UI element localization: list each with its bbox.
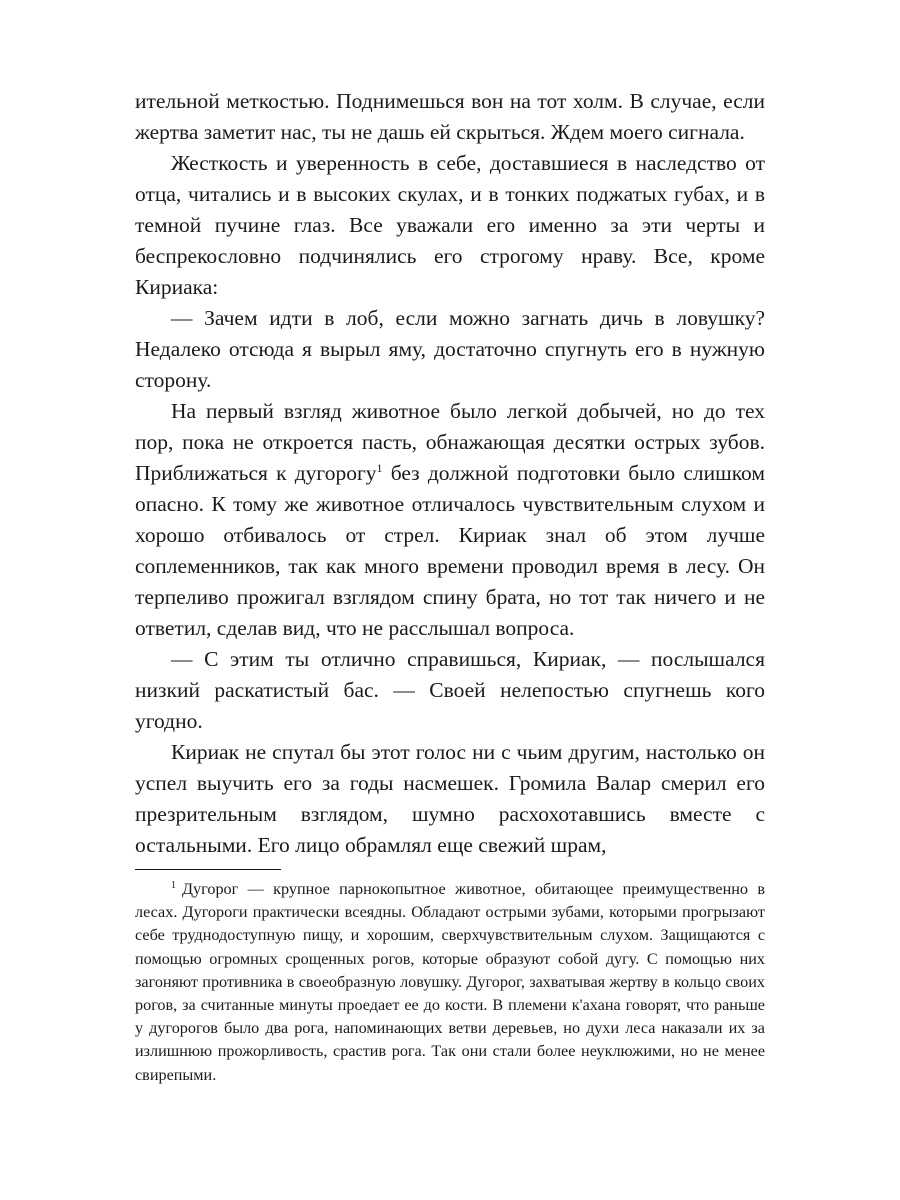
paragraph-4	[135, 396, 765, 644]
paragraph-1: ительной меткостью. Поднимешься вон на тот холм. В случае, если жертва заметит нас, ты не дашь ей скрыться. Ждем моего сигнала.	[135, 89, 765, 144]
book-page	[135, 86, 765, 1087]
paragraph-6: Кириак не спутал бы этот голос ни с чьим другим, настолько он успел выучить его за годы насмешек. Громила Валар смерил его презрительным взглядом, шумно расхохотавшись вместе с остальными. Его лицо обрамлял еще свежий шрам,	[135, 740, 765, 857]
footnote-number: 1	[171, 879, 176, 891]
main-text	[135, 86, 765, 861]
paragraph-5: — С этим ты отлично справишься, Кириак, — послышался низкий раскатистый бас. — Своей нелепостью спугнешь кого угодно.	[135, 647, 765, 733]
footnote-divider	[135, 869, 281, 870]
paragraph-2: Жесткость и уверенность в себе, доставшиеся в наследство от отца, читались и в высоких скулах, и в тонких поджатых губах, и в темной пучине глаз. Все уважали его именно за эти черты и беспрекословно подчинялись его строгому нраву. Все, кроме Кириака:	[135, 151, 765, 299]
footnote-reference: 1	[376, 460, 383, 475]
paragraph-4-after: без должной подготовки было слишком опасно. К тому же животное отличалось чувствительным слухом и хорошо отбивалось от стрел. Кириак знал об этом лучше соплеменников, так как много времени проводил время в лесу. Он терпеливо прожигал взглядом спину брата, но тот так ничего и не ответил, сделав вид, что не расслышал вопроса.	[135, 461, 765, 640]
footnote-text: Дугорог — крупное парнокопытное животное, обитающее преимущественно в лесах. Дугороги практически всеядны. Обладают острыми зубами, которыми прогрызают себе труднодоступную пищу, и хорошим, сверхчувствительным слухом. Защищаются с помощью огромных срощенных рогов, которые образуют собой дугу. С помощью них загоняют противника в своеобразную ловушку. Дугорог, захватывая жертву в кольцо своих рогов, за считанные минуты проедает ее до кости. В племени к'ахана говорят, что раньше у дугорогов было два рога, напоминающих ветви деревьев, но духи леса наказали их за излишнюю прожорливость, срастив рога. Так они стали более неуклюжими, но не менее свирепыми.	[135, 880, 765, 1084]
paragraph-4-before: На первый взгляд животное было легкой добычей, но до тех пор, пока не откроется пасть, обнажающая десятки острых зубов. Приближаться к дугорогу	[135, 399, 765, 485]
footnote	[135, 878, 765, 1087]
paragraph-3: — Зачем идти в лоб, если можно загнать дичь в ловушку? Недалеко отсюда я вырыл яму, достаточно спугнуть его в нужную сторону.	[135, 306, 765, 392]
